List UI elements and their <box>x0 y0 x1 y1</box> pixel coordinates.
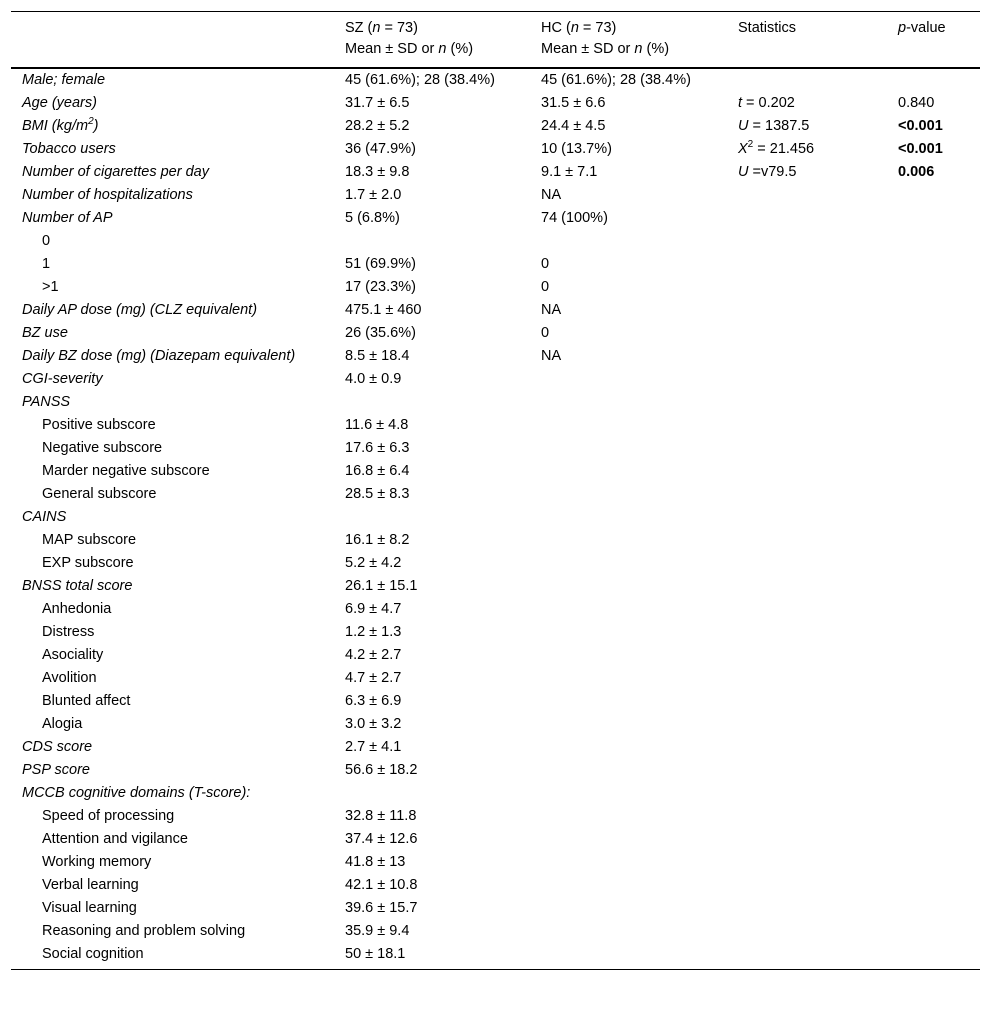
row-label: Working memory <box>42 854 152 870</box>
hc-value: 10 (13.7%) <box>541 141 612 157</box>
hc-value: 31.5 ± 6.6 <box>541 95 606 111</box>
hc-value <box>530 644 727 667</box>
sz-value: 35.9 ± 9.4 <box>345 923 410 939</box>
p-value <box>887 667 980 690</box>
statistic: U =v79.5 <box>738 164 797 180</box>
row-label: Number of cigarettes per day <box>22 164 209 180</box>
table-row <box>11 207 980 230</box>
demographics-table-container <box>11 11 980 970</box>
hc-value: NA <box>541 302 562 318</box>
sz-value <box>334 391 530 414</box>
hc-value: 0 <box>541 325 550 341</box>
table-row <box>11 115 980 138</box>
p-value <box>887 276 980 299</box>
table-row <box>11 943 980 970</box>
sz-value: 41.8 ± 13 <box>345 854 406 870</box>
p-value: <0.001 <box>898 118 943 134</box>
hc-value: 74 (100%) <box>541 210 608 226</box>
sz-value: 28.2 ± 5.2 <box>345 118 410 134</box>
sz-value: 16.8 ± 6.4 <box>345 463 410 479</box>
row-label: Tobacco users <box>22 141 116 157</box>
header-pvalue: p-value <box>898 20 946 36</box>
p-value <box>887 575 980 598</box>
row-label: General subscore <box>42 486 157 502</box>
sz-value: 42.1 ± 10.8 <box>345 877 418 893</box>
p-value <box>887 552 980 575</box>
row-label: Reasoning and problem solving <box>42 923 246 939</box>
table-row <box>11 414 980 437</box>
table-row <box>11 437 980 460</box>
p-value <box>887 207 980 230</box>
hc-value <box>530 759 727 782</box>
statistic <box>727 759 887 782</box>
hc-value <box>530 575 727 598</box>
sz-value: 39.6 ± 15.7 <box>345 900 418 916</box>
sz-value: 5 (6.8%) <box>345 210 400 226</box>
hc-value <box>530 828 727 851</box>
table-row <box>11 230 980 253</box>
sz-value: 50 ± 18.1 <box>345 946 406 962</box>
table-row <box>11 138 980 161</box>
row-label: Positive subscore <box>42 417 156 433</box>
row-label: Anhedonia <box>42 601 112 617</box>
sz-value: 17.6 ± 6.3 <box>345 440 410 456</box>
header-row <box>11 12 980 69</box>
table-row <box>11 345 980 368</box>
sz-value: 17 (23.3%) <box>345 279 416 295</box>
p-value <box>887 736 980 759</box>
p-value <box>887 368 980 391</box>
statistic <box>727 736 887 759</box>
hc-value <box>530 460 727 483</box>
hc-value <box>530 851 727 874</box>
statistic <box>727 68 887 92</box>
table-row <box>11 621 980 644</box>
statistic <box>727 782 887 805</box>
statistic <box>727 598 887 621</box>
statistic <box>727 920 887 943</box>
p-value <box>887 828 980 851</box>
statistic <box>727 713 887 736</box>
table-row <box>11 805 980 828</box>
table-body <box>11 68 980 970</box>
table-row <box>11 644 980 667</box>
table-row <box>11 874 980 897</box>
row-label: Asociality <box>42 647 104 663</box>
hc-value <box>530 598 727 621</box>
p-value <box>887 68 980 92</box>
statistic <box>727 621 887 644</box>
sz-value: 1.7 ± 2.0 <box>345 187 402 203</box>
table-row <box>11 667 980 690</box>
row-label: Social cognition <box>42 946 144 962</box>
row-label: Male; female <box>22 72 106 88</box>
table-row <box>11 299 980 322</box>
table-row <box>11 483 980 506</box>
statistic <box>727 690 887 713</box>
p-value <box>887 253 980 276</box>
hc-value <box>530 713 727 736</box>
header-sz: SZ (n = 73) Mean ± SD or n (%) <box>345 20 474 57</box>
sz-value <box>334 506 530 529</box>
p-value <box>887 529 980 552</box>
hc-value <box>530 529 727 552</box>
statistic <box>727 943 887 970</box>
sz-value: 51 (69.9%) <box>345 256 416 272</box>
p-value <box>887 391 980 414</box>
hc-value <box>530 667 727 690</box>
p-value <box>887 920 980 943</box>
table-row <box>11 184 980 207</box>
statistic <box>727 851 887 874</box>
p-value <box>887 874 980 897</box>
sz-value: 45 (61.6%); 28 (38.4%) <box>345 72 495 88</box>
p-value <box>887 851 980 874</box>
sz-value: 36 (47.9%) <box>345 141 416 157</box>
hc-value: 24.4 ± 4.5 <box>541 118 606 134</box>
statistic <box>727 253 887 276</box>
sz-value: 18.3 ± 9.8 <box>345 164 410 180</box>
row-label: Negative subscore <box>42 440 163 456</box>
row-label: CAINS <box>22 509 67 525</box>
row-label: Daily BZ dose (mg) (Diazepam equivalent) <box>22 348 296 364</box>
hc-value: 0 <box>541 279 550 295</box>
row-label: PANSS <box>22 394 71 410</box>
row-label: Marder negative subscore <box>42 463 210 479</box>
table-row <box>11 276 980 299</box>
row-label: CDS score <box>22 739 93 755</box>
p-value <box>887 437 980 460</box>
statistic <box>727 230 887 253</box>
sz-value: 16.1 ± 8.2 <box>345 532 410 548</box>
hc-value <box>530 874 727 897</box>
sz-value <box>334 230 530 253</box>
table-row <box>11 897 980 920</box>
statistic <box>727 483 887 506</box>
row-label: BNSS total score <box>22 578 133 594</box>
table-row <box>11 322 980 345</box>
table-header <box>11 12 980 69</box>
hc-value <box>530 805 727 828</box>
statistic <box>727 805 887 828</box>
table-row <box>11 68 980 92</box>
row-label: Attention and vigilance <box>42 831 188 847</box>
p-value <box>887 805 980 828</box>
row-label: Alogia <box>42 716 83 732</box>
p-value: 0.006 <box>898 164 935 180</box>
statistic: $X^2 = 21.456$ <box>738 139 815 157</box>
sz-value: 3.0 ± 3.2 <box>345 716 402 732</box>
statistic <box>727 529 887 552</box>
statistic <box>727 644 887 667</box>
table-row <box>11 782 980 805</box>
row-label: Number of AP <box>22 210 113 226</box>
sz-value: 32.8 ± 11.8 <box>345 808 417 824</box>
sz-value: 4.0 ± 0.9 <box>345 371 402 387</box>
table-row <box>11 851 980 874</box>
row-label: Distress <box>42 624 95 640</box>
p-value: <0.001 <box>898 141 943 157</box>
row-label: Blunted affect <box>42 693 131 709</box>
row-label: Number of hospitalizations <box>22 187 193 203</box>
hc-value <box>530 621 727 644</box>
sz-value: 8.5 ± 18.4 <box>345 348 410 364</box>
table-row <box>11 575 980 598</box>
row-label: BMI $(kg/m^2)$ <box>22 116 99 134</box>
statistic <box>727 437 887 460</box>
statistic <box>727 368 887 391</box>
statistic <box>727 667 887 690</box>
table-row <box>11 253 980 276</box>
header-statistics: Statistics <box>738 20 797 36</box>
table-row <box>11 506 980 529</box>
statistic <box>727 391 887 414</box>
sz-value: 6.3 ± 6.9 <box>345 693 402 709</box>
table-row <box>11 736 980 759</box>
sz-value: 37.4 ± 12.6 <box>345 831 418 847</box>
statistic <box>727 506 887 529</box>
hc-value <box>530 483 727 506</box>
row-label: 1 <box>42 256 51 272</box>
p-value <box>887 345 980 368</box>
hc-value: NA <box>541 187 562 203</box>
table-row <box>11 529 980 552</box>
row-label: Speed of processing <box>42 808 175 824</box>
sz-value: 475.1 ± 460 <box>345 302 422 318</box>
row-label: Daily AP dose (mg) (CLZ equivalent) <box>22 302 258 318</box>
p-value <box>887 621 980 644</box>
hc-value <box>530 782 727 805</box>
statistic <box>727 299 887 322</box>
p-value <box>887 299 980 322</box>
table-row <box>11 552 980 575</box>
p-value <box>887 230 980 253</box>
sz-value: 4.2 ± 2.7 <box>345 647 402 663</box>
statistic <box>727 575 887 598</box>
table-row <box>11 161 980 184</box>
hc-value <box>530 368 727 391</box>
row-label: 0 <box>42 233 51 249</box>
sz-value: 31.7 ± 6.5 <box>345 95 410 111</box>
p-value <box>887 414 980 437</box>
hc-value <box>530 552 727 575</box>
sz-value: 26 (35.6%) <box>345 325 416 341</box>
row-label: EXP subscore <box>42 555 134 571</box>
p-value <box>887 943 980 970</box>
row-label: Avolition <box>42 670 97 686</box>
table-row <box>11 598 980 621</box>
p-value <box>887 782 980 805</box>
table-row <box>11 368 980 391</box>
table-row <box>11 391 980 414</box>
hc-value <box>530 506 727 529</box>
sz-value: 5.2 ± 4.2 <box>345 555 402 571</box>
p-value <box>887 759 980 782</box>
statistic <box>727 460 887 483</box>
row-label: CGI-severity <box>22 371 103 387</box>
hc-value <box>530 391 727 414</box>
row-label: MAP subscore <box>42 532 137 548</box>
p-value <box>887 897 980 920</box>
table-row <box>11 920 980 943</box>
row-label: Verbal learning <box>42 877 139 893</box>
table-row <box>11 828 980 851</box>
header-variable <box>11 12 334 69</box>
row-label: >1 <box>42 279 59 295</box>
row-label: PSP score <box>22 762 90 778</box>
sz-value: 26.1 ± 15.1 <box>345 578 418 594</box>
statistic <box>727 276 887 299</box>
table-row <box>11 460 980 483</box>
hc-value <box>530 920 727 943</box>
p-value <box>887 506 980 529</box>
hc-value <box>530 736 727 759</box>
demographics-table <box>11 11 980 970</box>
sz-value: 6.9 ± 4.7 <box>345 601 402 617</box>
row-label: Visual learning <box>42 900 137 916</box>
hc-value <box>530 897 727 920</box>
table-row <box>11 713 980 736</box>
p-value <box>887 713 980 736</box>
sz-value: 4.7 ± 2.7 <box>345 670 402 686</box>
sz-value: 28.5 ± 8.3 <box>345 486 410 502</box>
sz-value: 2.7 ± 4.1 <box>345 739 402 755</box>
statistic <box>727 184 887 207</box>
p-value <box>887 598 980 621</box>
hc-value: 0 <box>541 256 550 272</box>
p-value <box>887 460 980 483</box>
hc-value <box>530 943 727 970</box>
table-row <box>11 690 980 713</box>
statistic <box>727 828 887 851</box>
hc-value <box>530 230 727 253</box>
hc-value <box>530 414 727 437</box>
p-value <box>887 322 980 345</box>
p-value <box>887 644 980 667</box>
p-value <box>887 483 980 506</box>
hc-value: 45 (61.6%); 28 (38.4%) <box>541 72 691 88</box>
statistic <box>727 345 887 368</box>
statistic <box>727 414 887 437</box>
statistic <box>727 874 887 897</box>
row-label: MCCB cognitive domains (T-score): <box>22 785 251 801</box>
statistic <box>727 322 887 345</box>
statistic: t = 0.202 <box>738 95 795 111</box>
statistic: U = 1387.5 <box>738 118 810 134</box>
p-value: 0.840 <box>898 95 935 111</box>
sz-value: 56.6 ± 18.2 <box>345 762 418 778</box>
statistic <box>727 897 887 920</box>
p-value <box>887 690 980 713</box>
row-label: Age (years) <box>22 95 97 111</box>
hc-value: 9.1 ± 7.1 <box>541 164 598 180</box>
sz-value: 11.6 ± 4.8 <box>345 417 409 433</box>
statistic <box>727 207 887 230</box>
table-row <box>11 759 980 782</box>
header-hc: HC (n = 73) Mean ± SD or n (%) <box>541 20 670 57</box>
statistic <box>727 552 887 575</box>
hc-value: NA <box>541 348 562 364</box>
p-value <box>887 184 980 207</box>
sz-value <box>334 782 530 805</box>
table-row <box>11 92 980 115</box>
hc-value <box>530 437 727 460</box>
row-label: BZ use <box>22 325 68 341</box>
hc-value <box>530 690 727 713</box>
sz-value: 1.2 ± 1.3 <box>345 624 402 640</box>
